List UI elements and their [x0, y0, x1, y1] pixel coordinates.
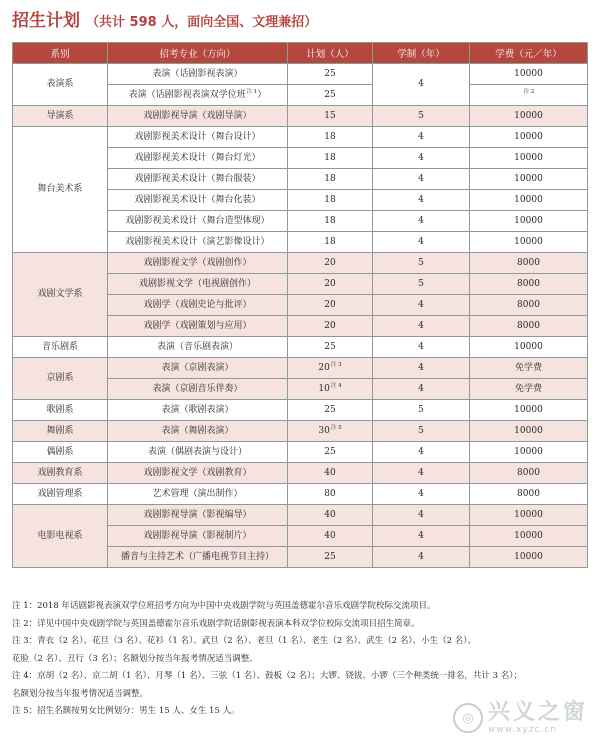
years-cell: 4 [373, 505, 470, 526]
major-cell [108, 463, 288, 484]
fee-cell: 10000 [470, 211, 588, 232]
major-cell [108, 337, 288, 358]
plan-cell [288, 400, 373, 421]
table-row [13, 505, 588, 526]
major-text: 戏剧影视美术设计（演艺影像设计） [125, 236, 270, 247]
fee-cell: 免学费 [470, 358, 588, 379]
table-row [13, 127, 588, 148]
major-text: 表演（偶剧表演与设计） [147, 446, 247, 457]
major-text: 戏剧影视美术设计（舞台设计） [134, 131, 261, 142]
watermark-text: 兴义之窗 [487, 700, 588, 725]
plan-cell [288, 526, 373, 547]
major-text: 戏剧学（戏剧策划与应用） [143, 320, 252, 331]
plan-value: 20 [318, 362, 330, 373]
years-cell: 5 [373, 400, 470, 421]
years-cell: 5 [373, 253, 470, 274]
major-text: 戏剧影视美术设计（舞台造型体现） [125, 215, 270, 226]
plan-cell [288, 64, 373, 85]
watermark [453, 701, 588, 735]
major-cell [108, 295, 288, 316]
major-text: 播音与主持艺术（广播电视节目主持） [120, 551, 274, 562]
major-cell [108, 316, 288, 337]
years-cell: 4 [373, 526, 470, 547]
table-header-row [13, 43, 588, 64]
years-cell: 4 [373, 358, 470, 379]
footnote-line: 注 3：青衣（2 名）、花旦（3 名）、花衫（1 名）、武旦（2 名）、老旦（1 名）、老生（2 名）、武生（2 名）、小生（2 名）、 [12, 636, 476, 646]
plan-value: 18 [324, 194, 336, 205]
header-fee: 学费（元／年） [470, 43, 588, 64]
fee-cell: 8000 [470, 484, 588, 505]
plan-cell [288, 337, 373, 358]
fee-cell: 8000 [470, 463, 588, 484]
major-cell [108, 421, 288, 442]
plan-value: 25 [324, 404, 336, 415]
years-cell: 5 [373, 106, 470, 127]
major-text: 戏剧影视美术设计（舞台化装） [134, 194, 261, 205]
major-text: 表演（歌剧表演） [161, 404, 234, 415]
major-cell [108, 526, 288, 547]
years-cell: 4 [373, 295, 470, 316]
plan-value: 25 [324, 341, 336, 352]
plan-cell [288, 85, 373, 106]
dept-cell: 导演系 [13, 106, 108, 127]
footnote-line: 注 2：详见中国中央戏剧学院与英国盖德霍尔音乐戏剧学院话剧影视表演本科双学位校际交流项目招生简章。 [12, 618, 420, 629]
plan-cell [288, 505, 373, 526]
major-text: 表演（音乐剧表演） [156, 341, 238, 352]
plan-value: 25 [324, 68, 336, 79]
major-cell [108, 211, 288, 232]
dept-cell: 偶剧系 [13, 442, 108, 463]
footnote-line: 名额划分按当年报考情况适当调整。 [12, 688, 149, 699]
page-title [12, 6, 317, 30]
plan-cell [288, 463, 373, 484]
table-body [13, 64, 588, 568]
years-cell: 4 [373, 127, 470, 148]
dept-cell: 舞剧系 [13, 421, 108, 442]
major-text: 表演（话剧影视表演双学位班 [128, 89, 246, 100]
major-cell [108, 148, 288, 169]
years-cell: 4 [373, 148, 470, 169]
major-text: 表演（京剧音乐伴奏） [152, 383, 243, 394]
footnote-line: 注 1：2018 年话剧影视表演双学位班招考方向为中国中央戏剧学院与英国盖德霍尔音乐戏剧学院校际交流项目。 [12, 601, 436, 611]
fee-cell: 10000 [470, 505, 588, 526]
fee-cell: 10000 [470, 127, 588, 148]
years-cell: 4 [373, 211, 470, 232]
dept-cell: 音乐剧系 [13, 337, 108, 358]
plan-value: 30 [318, 425, 330, 436]
plan-value: 18 [324, 236, 336, 247]
years-cell: 4 [373, 379, 470, 400]
fee-cell: 10000 [470, 337, 588, 358]
years-cell: 4 [373, 232, 470, 253]
watermark-logo-icon: ◎ [453, 703, 483, 733]
years-cell: 4 [373, 190, 470, 211]
major-cell [108, 400, 288, 421]
major-cell [108, 505, 288, 526]
table-row [13, 358, 588, 379]
major-cell: 表演（话剧影视表演双学位班$^{注 1}$） [108, 85, 288, 106]
table-row [13, 421, 588, 442]
plan-value: 18 [324, 152, 336, 163]
footnote-line: 注 4：京胡（2 名）、京二胡（1 名）、月琴（1 名）、三弦（1 名）、鼓板（2 名）；大锣、铙钹、小锣（三个种类统一排名，共计 3 名）； [12, 671, 522, 681]
note-marker: 注 3 [330, 361, 342, 368]
plan-cell [288, 295, 373, 316]
years-cell: 5 [373, 274, 470, 295]
years-cell: 4 [373, 463, 470, 484]
plan-cell [288, 232, 373, 253]
plan-cell [288, 148, 373, 169]
table-row [13, 400, 588, 421]
plan-cell [288, 169, 373, 190]
plan-value: 40 [324, 467, 336, 478]
title-main: 招生计划 [12, 11, 80, 31]
major-text: 戏剧影视导演（戏剧导演） [143, 110, 252, 121]
plan-value: 18 [324, 173, 336, 184]
fee-cell: 8000 [470, 316, 588, 337]
fee-cell: 10000 [470, 148, 588, 169]
major-cell [108, 106, 288, 127]
years-cell: 4 [373, 169, 470, 190]
major-cell [108, 190, 288, 211]
table-row [13, 463, 588, 484]
major-cell [108, 253, 288, 274]
plan-cell [288, 547, 373, 568]
header-dept: 系别 [13, 43, 108, 64]
fee-cell: 10000 [470, 421, 588, 442]
plan-cell [288, 106, 373, 127]
major-text: 表演（话剧影视表演） [152, 68, 243, 79]
major-cell [108, 169, 288, 190]
plan-value: 20 [324, 257, 336, 268]
plan-cell [288, 379, 373, 400]
table-row [13, 64, 588, 85]
table-row [13, 253, 588, 274]
plan-value: 25 [324, 446, 336, 457]
years-cell: 4 [373, 64, 470, 106]
fee-cell: 8000 [470, 253, 588, 274]
plan-cell [288, 211, 373, 232]
major-text: 戏剧影视美术设计（舞台灯光） [134, 152, 261, 163]
major-text: 表演（京剧表演） [161, 362, 234, 373]
title-sub: （共计 598 人，面向全国、文理兼招） [86, 15, 318, 30]
fee-cell: 10000 [470, 232, 588, 253]
table-row [13, 106, 588, 127]
major-text: 戏剧影视文学（电视剧创作） [138, 278, 256, 289]
major-text: 艺术管理（演出制作） [152, 488, 243, 499]
fee-cell [470, 85, 588, 106]
dept-cell: 表演系 [13, 64, 108, 106]
fee-cell: 10000 [470, 526, 588, 547]
major-cell [108, 484, 288, 505]
fee-cell: 10000 [470, 547, 588, 568]
fee-cell: 免学费 [470, 379, 588, 400]
header-plan: 计划（人） [288, 43, 373, 64]
dept-cell: 戏剧教育系 [13, 463, 108, 484]
plan-value: 40 [324, 509, 336, 520]
dept-cell: 电影电视系 [13, 505, 108, 568]
plan-value: 15 [324, 110, 336, 121]
plan-cell [288, 127, 373, 148]
years-cell: 4 [373, 484, 470, 505]
note-marker: 注 4 [330, 382, 342, 389]
plan-cell [288, 421, 373, 442]
fee-cell: 10000 [470, 442, 588, 463]
plan-cell [288, 484, 373, 505]
years-cell: 4 [373, 337, 470, 358]
major-cell [108, 127, 288, 148]
fee-cell: 8000 [470, 295, 588, 316]
fee-cell: 10000 [470, 169, 588, 190]
plan-value: 18 [324, 215, 336, 226]
plan-value: 25 [324, 551, 336, 562]
table-row [13, 337, 588, 358]
major-text: 戏剧影视导演（影视编导） [143, 509, 252, 520]
fee-cell: 10000 [470, 106, 588, 127]
plan-value: 25 [324, 89, 336, 100]
fee-cell: 10000 [470, 190, 588, 211]
years-cell: 5 [373, 421, 470, 442]
note-marker: 注 5 [330, 424, 342, 431]
fee-cell: 8000 [470, 274, 588, 295]
table-row [13, 442, 588, 463]
footnote-line: 花脸（2 名）、丑行（3 名）；名额划分按当年报考情况适当调整。 [12, 653, 258, 664]
watermark-url: www.xyzc.cn [487, 725, 557, 735]
dept-cell: 歌剧系 [13, 400, 108, 421]
major-text: 表演（舞剧表演） [161, 425, 234, 436]
plan-value: 20 [324, 299, 336, 310]
header-years: 学制（年） [373, 43, 470, 64]
fee-cell: 10000 [470, 64, 588, 85]
plan-cell [288, 190, 373, 211]
plan-value: 20 [324, 278, 336, 289]
major-cell [108, 64, 288, 85]
major-text: 戏剧学（戏剧史论与批评） [143, 299, 252, 310]
major-cell [108, 442, 288, 463]
dept-cell: 戏剧文学系 [13, 253, 108, 337]
plan-cell [288, 274, 373, 295]
plan-value: 18 [324, 131, 336, 142]
plan-cell [288, 358, 373, 379]
major-cell [108, 274, 288, 295]
plan-value: 20 [324, 320, 336, 331]
major-text: 戏剧影视美术设计（舞台服装） [134, 173, 261, 184]
major-text: 戏剧影视导演（影视制片） [143, 530, 252, 541]
fee-cell: 10000 [470, 400, 588, 421]
table-row [13, 484, 588, 505]
plan-value: 80 [324, 488, 336, 499]
header-major: 招考专业（方向） [108, 43, 288, 64]
major-text: 戏剧影视文学（戏剧教育） [143, 467, 252, 478]
note-marker: 注 2 [523, 88, 535, 95]
years-cell: 4 [373, 547, 470, 568]
years-cell: 4 [373, 442, 470, 463]
enrollment-table [12, 42, 588, 568]
note-marker: 注 1 [246, 88, 258, 95]
major-cell [108, 547, 288, 568]
dept-cell: 京剧系 [13, 358, 108, 400]
plan-cell [288, 316, 373, 337]
plan-cell [288, 253, 373, 274]
dept-cell: 舞台美术系 [13, 127, 108, 253]
major-text: 戏剧影视文学（戏剧创作） [143, 257, 252, 268]
plan-cell [288, 442, 373, 463]
years-cell: 4 [373, 316, 470, 337]
plan-value: 40 [324, 530, 336, 541]
dept-cell: 戏剧管理系 [13, 484, 108, 505]
major-cell [108, 232, 288, 253]
major-cell [108, 379, 288, 400]
major-cell [108, 358, 288, 379]
footnote-line: 注 5：招生名额按男女比例划分：男生 15 人、女生 15 人。 [12, 706, 240, 716]
plan-value: 10 [318, 383, 330, 394]
